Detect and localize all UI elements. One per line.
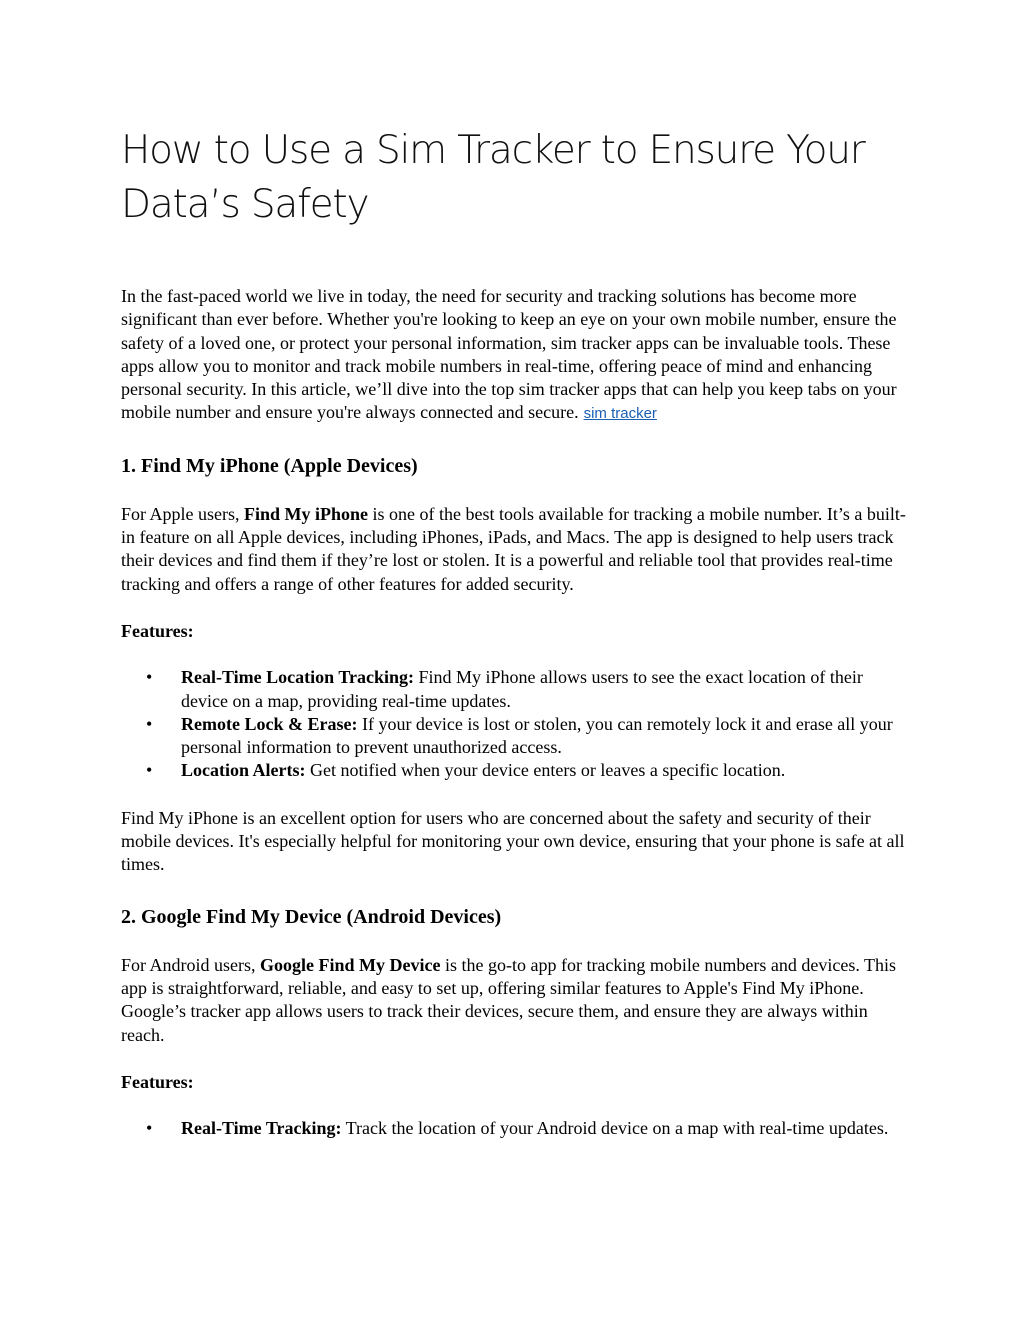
feature-label: Location Alerts: <box>181 760 306 781</box>
section-1-para-pre: For Apple users, <box>121 503 244 524</box>
sim-tracker-link[interactable]: sim tracker <box>583 405 657 423</box>
section-2-feature-list <box>121 1117 906 1140</box>
list-item <box>146 1117 906 1140</box>
feature-label: Real-Time Location Tracking: <box>181 667 414 688</box>
section-1-closing: Find My iPhone is an excellent option for users who are concerned about the safety and security of their mobile devices. It's especially helpful for monitoring your own device, ensuring that your phone is safe at all times. <box>121 807 905 875</box>
section-1-features-label: Features: <box>121 620 194 641</box>
bullet-icon: • <box>146 1118 153 1139</box>
document-page <box>121 0 906 1140</box>
bullet-icon: • <box>146 667 153 688</box>
feature-text: Find My iPhone allows users to see the exact location of their device on a map, providing real-time updates. <box>181 667 863 711</box>
section-2-heading: 2. Google Find My Device (Android Devices) <box>121 905 502 928</box>
section-2-para-post: is the go-to app for tracking mobile numbers and devices. This app is straightforward, reliable, and easy to set up, offering similar features to Apple's Find My iPhone. Google’s tracker app allows users to track their devices, secure them, and ensure they are always within reach. <box>121 954 897 1045</box>
list-item <box>146 713 906 760</box>
section-2-features-label: Features: <box>121 1071 194 1092</box>
section-2-paragraph <box>121 954 906 1047</box>
intro-paragraph <box>121 285 906 426</box>
intro-text: In the fast-paced world we live in today, the need for security and tracking solutions has become more significant than ever before. Whether you're looking to keep an eye on your own mobile number, ensure the safety of a loved one, or protect your personal information, sim tracker apps can be invaluable tools. These apps allow you to monitor and track mobile numbers in real-time, offering peace of mind and enhancing personal security. In this article, we’ll dive into the top sim tracker apps that can help you keep tabs on your mobile number and ensure you're always connected and secure. <box>121 286 897 423</box>
section-1-para-post: is one of the best tools available for tracking a mobile number. It’s a built-in feature on all Apple devices, including iPhones, iPads, and Macs. The app is designed to help users track their devices and find them if they’re lost or stolen. It is a powerful and reliable tool that provides real-time tracking and offers a range of other features for added security. <box>121 503 906 594</box>
feature-text: Track the location of your Android device on a map with real-time updates. <box>341 1118 889 1139</box>
list-item <box>146 666 906 713</box>
list-item <box>146 759 906 782</box>
feature-label: Real-Time Tracking: <box>181 1118 342 1139</box>
section-1-paragraph <box>121 503 906 596</box>
bullet-icon: • <box>146 713 153 734</box>
page-title: How to Use a Sim Tracker to Ensure Your Data’s Safety <box>121 128 865 227</box>
section-1-heading: 1. Find My iPhone (Apple Devices) <box>121 454 418 477</box>
feature-label: Remote Lock & Erase: <box>181 713 358 734</box>
section-1-feature-list <box>121 666 906 782</box>
section-2-para-bold: Google Find My Device <box>260 954 441 975</box>
feature-text: If your device is lost or stolen, you can remotely lock it and erase all your personal information to prevent unauthorized access. <box>181 713 893 758</box>
section-1-para-bold: Find My iPhone <box>244 503 369 524</box>
feature-text: Get notified when your device enters or leaves a specific location. <box>305 760 786 781</box>
bullet-icon: • <box>146 760 153 781</box>
section-2-para-pre: For Android users, <box>121 954 260 975</box>
